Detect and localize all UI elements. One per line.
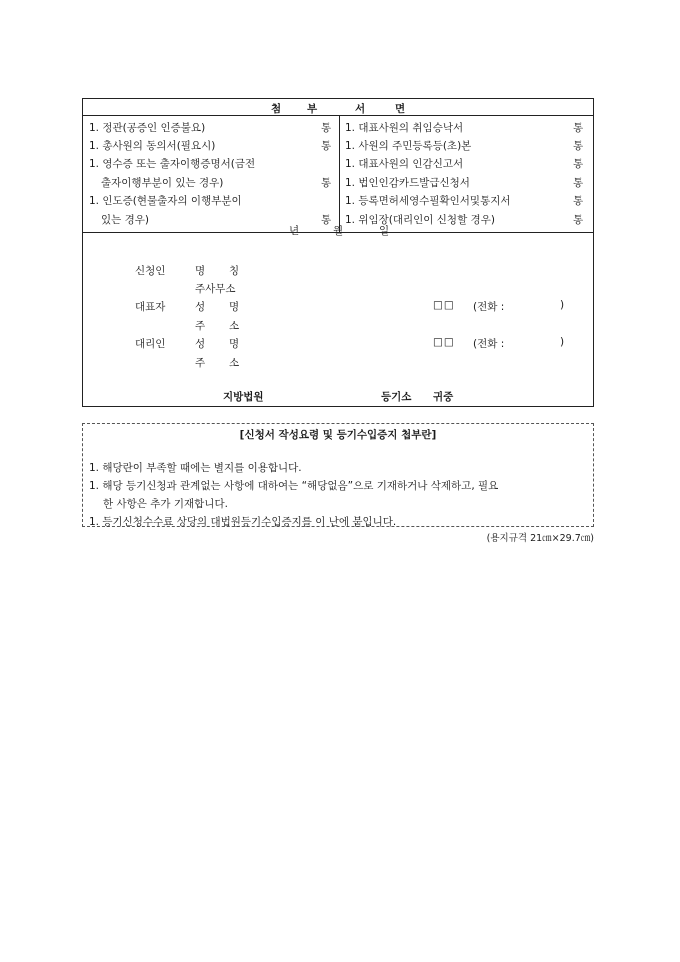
attachment-count: 통 [573,158,584,170]
attachment-count: 통 [321,177,332,189]
attachment-count: 통 [321,214,332,226]
representative-addr-char: 소 [229,320,240,332]
attachment-right-item: 1. 대표사원의 취임승낙서 [345,122,464,134]
column-divider [339,116,340,232]
agent-name-char: 명 [229,338,240,350]
applicant-name-char: 명 [195,265,206,277]
guide-line: 1. 해당 등기신청과 관계없는 사항에 대하여는 “해당없음”으로 기재하거나 삭제하고, 필요 [89,480,499,492]
attachment-left-item-cont: 있는 경우) [101,214,150,226]
representative-phone-close: ) [560,299,565,311]
representative-name-char: 명 [229,301,240,313]
representative-label: 대표자 [135,301,166,313]
guide-title: [신청서 작성요령 및 등기수입증지 첩부란] [239,429,437,441]
attachment-count: 통 [573,177,584,189]
attachment-right-item: 1. 위임장(대리인이 신청할 경우) [345,214,495,226]
agent-name-char: 성 [195,338,206,350]
date-year: 년 [289,225,300,237]
date-month: 월 [333,225,344,237]
attachment-left-item: 1. 영수증 또는 출자이행증명서(금전 [89,158,256,170]
guide-line: 1. 해당란이 부족할 때에는 별지를 이용합니다. [89,462,302,474]
attachments-title-char: 부 [307,103,318,115]
agent-phone-close: ) [560,336,565,348]
attachment-count: 통 [321,122,332,134]
guide-line: 1. 등기신청수수료 상당의 대법원등기수입증지를 이 난에 붙입니다. [89,516,397,528]
court-name: 지방법원 [223,391,264,403]
paper-size-note: (용지규격 21㎝×29.7㎝) [486,533,594,544]
attachment-left-item: 1. 정관(공증인 인증불요) [89,122,206,134]
applicant-name-char: 칭 [229,265,240,277]
registry-office: 등기소 [381,391,412,403]
agent-seal: □□ [433,336,455,348]
representative-phone-label: (전화 : [473,301,505,313]
attachment-left-item-cont: 출자이행부분이 있는 경우) [101,177,224,189]
attachment-count: 통 [573,214,584,226]
attachment-count: 통 [573,195,584,207]
applicant-label: 신청인 [135,265,166,277]
attachments-title-char: 면 [395,103,406,115]
attachment-right-item: 1. 대표사원의 인감신고서 [345,158,464,170]
guide-line: 한 사항은 추가 기재합니다. [103,498,228,510]
attachment-right-item: 1. 사원의 주민등록등(초)본 [345,140,472,152]
agent-label: 대리인 [135,338,166,350]
agent-phone-label: (전화 : [473,338,505,350]
attachments-header [83,99,593,116]
attachment-left-item: 1. 인도증(현물출자의 이행부분이 [89,195,242,207]
honorific: 귀중 [433,391,454,403]
attachments-title-char: 첨 [271,103,282,115]
agent-addr-char: 소 [229,357,240,369]
attachment-count: 통 [321,140,332,152]
attachment-right-item: 1. 법인인감카드발급신청서 [345,177,470,189]
representative-seal: □□ [433,299,455,311]
attachments-title-char: 서 [355,103,366,115]
date-day: 일 [379,225,390,237]
applicant-office-label: 주사무소 [195,283,236,295]
attachment-left-item: 1. 총사원의 동의서(필요시) [89,140,216,152]
agent-addr-char: 주 [195,357,206,369]
attachment-right-item: 1. 등록면허세영수필확인서및통지서 [345,195,511,207]
attachment-form [82,98,594,407]
attachment-count: 통 [573,122,584,134]
representative-addr-char: 주 [195,320,206,332]
filing-guide-box [82,423,594,527]
attachment-count: 통 [573,140,584,152]
representative-name-char: 성 [195,301,206,313]
